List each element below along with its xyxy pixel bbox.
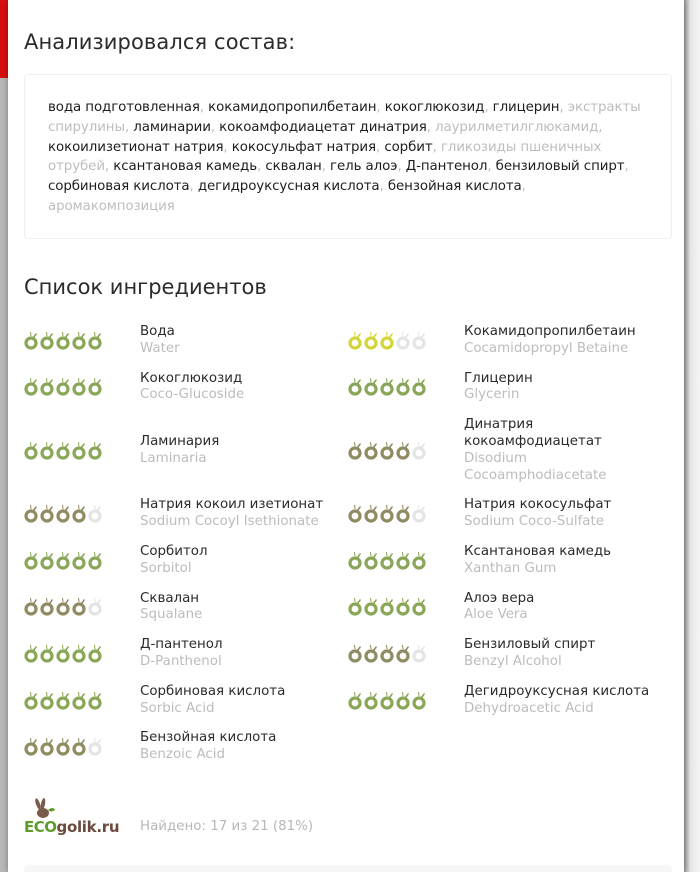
ingredient-name-ru: Ламинария: [140, 433, 220, 449]
ingredient-item[interactable]: [348, 544, 672, 591]
ingredient-item[interactable]: [348, 637, 672, 684]
olive-rating-icon: [72, 550, 86, 572]
ingredient-name-ru: Натрия кокоил изетионат: [140, 497, 324, 513]
separator: ,: [189, 179, 198, 195]
olive-rating-icon: [88, 376, 102, 398]
olive-rating-icon: [412, 440, 426, 462]
olive-rating-icon: [364, 596, 378, 618]
composition-item: сорбит: [384, 139, 433, 155]
olive-rating-icon: [396, 503, 410, 525]
olive-rating-icon: [364, 550, 378, 572]
ingredient-row: [24, 591, 676, 638]
separator: ,: [104, 159, 114, 175]
olive-rating-icon: [348, 440, 362, 462]
ingredient-row: [24, 544, 676, 591]
composition-item: вода подготовленная: [48, 100, 200, 115]
ingredient-name-en: Dehydroacetic Acid: [464, 700, 594, 716]
olive-rating-icon: [412, 596, 426, 618]
logo-eco-text: ECO: [24, 818, 57, 836]
olive-rating-icon: [348, 376, 362, 398]
ingredient-names: [140, 684, 285, 718]
olive-rating-icon: [24, 330, 38, 352]
ingredient-names: [140, 637, 223, 671]
olive-rating-icon: [364, 376, 378, 398]
ingredient-name-ru: Д-пантенол: [140, 637, 223, 653]
ingredient-name-en: Benzyl Alcohol: [464, 653, 562, 669]
olive-rating-icon: [40, 736, 54, 758]
composition-item: кокоглюкозид: [384, 100, 485, 115]
olive-rating-icon: [380, 690, 394, 712]
olive-rating-icon: [348, 643, 362, 665]
ingredient-name-ru: Бензиловый спирт: [464, 637, 596, 653]
olive-rating-icon: [380, 376, 394, 398]
olive-rating-icon: [40, 690, 54, 712]
olive-rating-icon: [24, 440, 38, 462]
olive-rating-icon: [40, 440, 54, 462]
ingredient-names: [464, 324, 636, 358]
separator: ,: [223, 139, 232, 155]
olive-rating-icon: [396, 643, 410, 665]
olive-rating-icon: [396, 690, 410, 712]
olive-rating-icon: [24, 596, 38, 618]
separator: ,: [487, 159, 496, 175]
separator: ,: [199, 100, 209, 115]
olive-rating-icon: [412, 550, 426, 572]
olive-rating-icon: [364, 440, 378, 462]
ingredient-name-ru: Ксантановая камедь: [464, 543, 611, 559]
olive-rating-icon: [24, 376, 38, 398]
olive-rating-icon: [88, 440, 102, 462]
ingredient-item[interactable]: [24, 497, 348, 544]
olive-rating-icon: [88, 596, 102, 618]
olive-rating-icon: [396, 330, 410, 352]
ingredient-name-en: Laminaria: [140, 450, 207, 466]
separator: ,: [598, 119, 603, 135]
ingredient-item[interactable]: [24, 417, 348, 497]
ingredient-name-ru: Кокоглюкозид: [140, 370, 243, 386]
olive-rating-icon: [380, 440, 394, 462]
ingredient-name-ru: Бензойная кислота: [140, 730, 277, 746]
ingredient-item[interactable]: [24, 371, 348, 418]
olive-rating-icon: [396, 550, 410, 572]
separator: ,: [397, 159, 406, 175]
ingredient-row: [24, 324, 676, 371]
ingredient-name-en: Xanthan Gum: [464, 560, 557, 576]
composition-item: бензиловый спирт: [495, 159, 625, 175]
safety-rating: [24, 376, 140, 398]
ingredient-names: [464, 497, 611, 531]
olive-rating-icon: [24, 550, 38, 572]
separator: ,: [484, 100, 493, 115]
olive-rating-icon: [88, 690, 102, 712]
olive-rating-icon: [396, 596, 410, 618]
olive-rating-icon: [380, 596, 394, 618]
separator: ,: [521, 179, 526, 195]
ingredient-name-ru: Алоэ вера: [464, 590, 535, 606]
ingredient-item[interactable]: [348, 497, 672, 544]
olive-rating-icon: [88, 736, 102, 758]
olive-rating-icon: [56, 440, 70, 462]
ingredient-names: [140, 497, 323, 531]
composition-item: кокосульфат натрия: [231, 139, 376, 155]
olive-rating-icon: [348, 503, 362, 525]
ingredient-row: [24, 684, 676, 731]
olive-rating-icon: [56, 376, 70, 398]
background-page-right: [684, 0, 700, 872]
ingredient-name-en: Sorbitol: [140, 560, 192, 576]
safety-rating: [24, 440, 140, 462]
ingredient-names: [464, 684, 649, 718]
composition-item-unanalyzed: лаурилметилглюкамид: [435, 119, 599, 135]
composition-item: гель алоэ: [330, 159, 398, 175]
composition-item: дегидроуксусная кислота: [197, 179, 380, 195]
composition-item: кокамидопропилбетаин: [208, 100, 377, 115]
ingredient-name-en: Squalane: [140, 607, 203, 623]
ingredient-item[interactable]: [348, 417, 672, 497]
separator: ,: [321, 159, 331, 175]
ingredient-name-en: Sorbic Acid: [140, 700, 215, 716]
ingredient-item[interactable]: [348, 591, 672, 638]
olive-rating-icon: [72, 736, 86, 758]
safety-rating: [24, 736, 140, 758]
olive-rating-icon: [24, 643, 38, 665]
ingredient-item[interactable]: [24, 544, 348, 591]
ingredient-item[interactable]: [24, 324, 348, 371]
ingredient-names: [464, 417, 672, 484]
ingredient-item[interactable]: [24, 637, 348, 684]
ingredient-name-ru: Кокамидопропилбетаин: [464, 324, 636, 339]
ingredient-name-en: Sodium Cocoyl Isethionate: [140, 514, 319, 530]
ingredients-title: Список ингредиентов: [24, 275, 267, 299]
ingredient-row: [24, 371, 676, 418]
ingredient-names: [140, 730, 276, 764]
ingredient-names: [464, 544, 611, 578]
ingredient-item[interactable]: [24, 684, 348, 731]
olive-rating-icon: [380, 550, 394, 572]
ingredient-row: [24, 497, 676, 544]
olive-rating-icon: [380, 643, 394, 665]
ingredient-name-en: Aloe Vera: [464, 607, 528, 623]
ingredients-list: [24, 324, 676, 777]
ingredient-row: [24, 637, 676, 684]
ingredient-names: [140, 324, 180, 358]
safety-rating: [24, 690, 140, 712]
olive-rating-icon: [24, 503, 38, 525]
olive-rating-icon: [56, 550, 70, 572]
ingredient-name-ru: Глицерин: [464, 370, 533, 386]
composition-item: кокоамфодиацетат динатрия: [219, 119, 427, 135]
olive-rating-icon: [396, 376, 410, 398]
ingredient-name-ru: Вода: [140, 324, 175, 339]
ingredient-item[interactable]: [348, 324, 672, 371]
ingredient-name-ru: Сорбиновая кислота: [140, 683, 286, 699]
olive-rating-icon: [364, 503, 378, 525]
ingredient-name-en: Cocamidopropyl Betaine: [464, 340, 629, 356]
olive-rating-icon: [72, 330, 86, 352]
composition-title: Анализировался состав:: [24, 30, 296, 54]
olive-rating-icon: [56, 736, 70, 758]
olive-rating-icon: [396, 440, 410, 462]
olive-rating-icon: [88, 503, 102, 525]
ingredient-item[interactable]: [24, 591, 348, 638]
safety-rating: [348, 440, 464, 462]
olive-rating-icon: [412, 503, 426, 525]
olive-rating-icon: [348, 596, 362, 618]
ingredient-names: [140, 371, 244, 405]
ingredient-name-ru: Сквалан: [140, 590, 200, 606]
bottom-panel: [24, 865, 672, 872]
logo-golik-text: golik.ru: [56, 818, 120, 836]
separator: ,: [426, 119, 436, 135]
olive-rating-icon: [56, 503, 70, 525]
olive-rating-icon: [348, 690, 362, 712]
olive-rating-icon: [40, 503, 54, 525]
rabbit-icon: [32, 798, 56, 818]
olive-rating-icon: [40, 550, 54, 572]
ingredient-names: [464, 637, 595, 671]
ingredient-name-ru: Дегидроуксусная кислота: [464, 683, 650, 699]
separator: ,: [624, 159, 629, 175]
ingredient-names: [464, 371, 533, 405]
olive-rating-icon: [88, 330, 102, 352]
separator: ,: [559, 100, 568, 115]
composition-item: Д-пантенол: [405, 159, 488, 175]
safety-rating: [348, 596, 464, 618]
ingredient-item[interactable]: [24, 730, 348, 777]
ingredient-name-en: D-Panthenol: [140, 653, 222, 669]
olive-rating-icon: [412, 690, 426, 712]
separator: ,: [379, 179, 388, 195]
safety-rating: [348, 550, 464, 572]
safety-rating: [348, 643, 464, 665]
separator: ,: [124, 119, 134, 135]
olive-rating-icon: [364, 330, 378, 352]
safety-rating: [348, 690, 464, 712]
ingredient-name-en: Glycerin: [464, 387, 520, 403]
olive-rating-icon: [88, 643, 102, 665]
separator: ,: [257, 159, 266, 175]
olive-rating-icon: [348, 550, 362, 572]
safety-rating: [348, 503, 464, 525]
olive-rating-icon: [56, 690, 70, 712]
composition-item: сорбиновая кислота: [48, 179, 190, 195]
olive-rating-icon: [72, 503, 86, 525]
composition-text: [48, 98, 649, 217]
separator: ,: [210, 119, 220, 135]
olive-rating-icon: [412, 376, 426, 398]
olive-rating-icon: [380, 330, 394, 352]
olive-rating-icon: [72, 643, 86, 665]
olive-rating-icon: [72, 690, 86, 712]
safety-rating: [24, 503, 140, 525]
separator: ,: [432, 139, 441, 155]
found-count: Найдено: 17 из 21 (81%): [140, 818, 314, 834]
ecogolik-logo[interactable]: [24, 800, 140, 836]
separator: ,: [376, 100, 385, 115]
safety-rating: [24, 596, 140, 618]
olive-rating-icon: [348, 330, 362, 352]
ingredient-name-en: Benzoic Acid: [140, 747, 225, 763]
olive-rating-icon: [72, 376, 86, 398]
composition-item: кокоилизетионат натрия: [48, 139, 224, 155]
composition-item-unanalyzed: гликозиды пшеничных отрубей: [48, 139, 602, 175]
ingredient-name-en: Water: [140, 340, 180, 356]
ingredients-modal: [8, 0, 684, 872]
olive-rating-icon: [412, 643, 426, 665]
ingredient-names: [140, 434, 219, 468]
olive-rating-icon: [364, 690, 378, 712]
ingredient-item[interactable]: [348, 684, 672, 731]
composition-item-unanalyzed: экстракты спирулины: [48, 100, 641, 135]
composition-item: сквалан: [265, 159, 322, 175]
safety-rating: [348, 330, 464, 352]
separator: ,: [375, 139, 385, 155]
olive-rating-icon: [24, 736, 38, 758]
ingredient-names: [464, 591, 534, 625]
ingredient-name-ru: Динатрия кокоамфодиацетат: [464, 417, 602, 449]
ingredient-item[interactable]: [348, 371, 672, 418]
safety-rating: [348, 376, 464, 398]
composition-box: [24, 74, 672, 239]
olive-rating-icon: [56, 643, 70, 665]
safety-rating: [24, 643, 140, 665]
ingredient-name-en: Sodium Coco-Sulfate: [464, 514, 604, 530]
ingredient-name-ru: Натрия кокосульфат: [464, 497, 612, 513]
olive-rating-icon: [72, 440, 86, 462]
olive-rating-icon: [40, 376, 54, 398]
olive-rating-icon: [56, 596, 70, 618]
olive-rating-icon: [380, 503, 394, 525]
composition-item-unanalyzed: аромакомпозиция: [48, 198, 175, 214]
composition-item: глицерин: [492, 100, 560, 115]
olive-rating-icon: [24, 690, 38, 712]
olive-rating-icon: [40, 643, 54, 665]
composition-item: ксантановая камедь: [113, 159, 258, 175]
olive-rating-icon: [412, 330, 426, 352]
olive-rating-icon: [40, 596, 54, 618]
olive-rating-icon: [40, 330, 54, 352]
composition-item: бензойная кислота: [387, 179, 522, 195]
ingredient-name-en: Disodium Cocoamphodiacetate: [464, 450, 607, 483]
olive-rating-icon: [88, 550, 102, 572]
ingredient-name-en: Coco-Glucoside: [140, 387, 245, 403]
ingredient-row: [24, 730, 676, 777]
safety-rating: [24, 330, 140, 352]
ingredient-name-ru: Сорбитол: [140, 543, 208, 559]
ingredient-names: [140, 544, 208, 578]
olive-rating-icon: [56, 330, 70, 352]
olive-rating-icon: [72, 596, 86, 618]
ingredient-row: [24, 417, 676, 497]
ingredient-names: [140, 591, 202, 625]
composition-item: ламинарии: [133, 119, 211, 135]
footer: [24, 800, 313, 836]
safety-rating: [24, 550, 140, 572]
olive-rating-icon: [364, 643, 378, 665]
